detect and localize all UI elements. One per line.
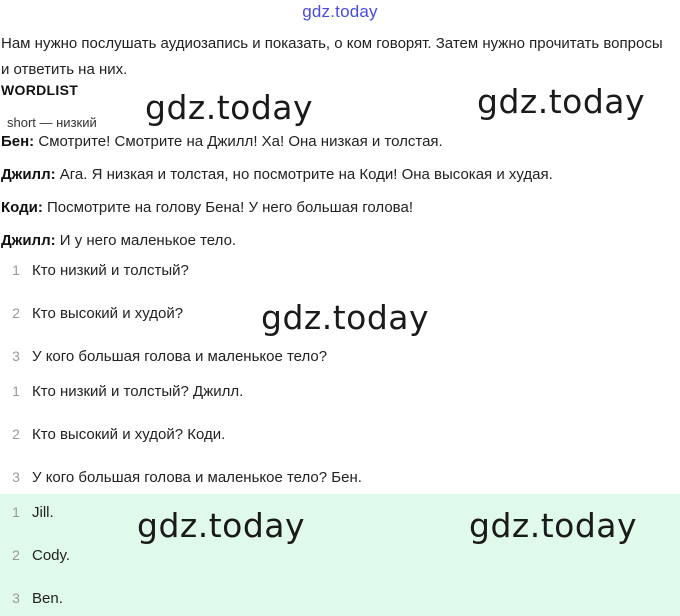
answer-number: 1 — [12, 504, 20, 520]
watermark: gdz.today — [145, 88, 314, 127]
answer-text: Jill. — [32, 504, 54, 521]
answer-short-item — [0, 547, 70, 564]
dialogue-text: И у него маленькое тело. — [55, 232, 237, 249]
answer-full-item — [0, 383, 243, 400]
question-item — [0, 262, 189, 279]
dialogue-line-ben — [1, 133, 443, 150]
dialogue-text: Ага. Я низкая и толстая, но посмотрите на Коди! Она высокая и худая. — [55, 166, 553, 183]
answer-text: Ben. — [32, 590, 63, 607]
answer-full-item — [0, 469, 362, 486]
answer-short-item — [0, 504, 54, 521]
watermark: gdz.today — [469, 506, 638, 545]
answer-text: У кого большая голова и маленькое тело? Бен. — [32, 469, 362, 486]
wordlist-item: short — низкий — [7, 117, 97, 129]
watermark: gdz.today — [477, 82, 646, 121]
wordlist-heading: WORDLIST — [1, 82, 79, 98]
dialogue-line-cody — [1, 199, 413, 216]
watermark: gdz.today — [137, 506, 306, 545]
answer-number: 2 — [12, 426, 20, 442]
question-text: Кто низкий и толстый? — [32, 262, 189, 279]
dialogue-line-jill — [1, 166, 553, 183]
speaker-label: Коди: — [1, 199, 43, 216]
answer-number: 1 — [12, 383, 20, 399]
answer-short-item — [0, 590, 63, 607]
intro-text: Нам нужно послушать аудиозапись и показать, о ком говорят. Затем нужно прочитать вопросы и ответить на них. — [1, 35, 663, 78]
question-item — [0, 348, 327, 365]
answer-number: 3 — [12, 469, 20, 485]
speaker-label: Джилл: — [1, 166, 56, 183]
speaker-label: Джилл: — [1, 232, 56, 249]
question-number: 3 — [12, 348, 20, 364]
answer-text: Cody. — [32, 547, 71, 564]
speaker-label: Бен: — [1, 133, 35, 150]
watermark: gdz.today — [261, 298, 430, 337]
question-text: Кто высокий и худой? — [32, 305, 184, 322]
dialogue-text: Смотрите! Смотрите на Джилл! Ха! Она низкая и толстая. — [34, 133, 443, 150]
header-watermark: gdz.today — [302, 2, 378, 21]
answer-text: Кто низкий и толстый? Джилл. — [32, 383, 244, 400]
answer-text: Кто высокий и худой? Коди. — [32, 426, 226, 443]
question-number: 1 — [12, 262, 20, 278]
dialogue-line-jill-2 — [1, 232, 236, 249]
answer-full-item — [0, 426, 225, 443]
question-item — [0, 305, 183, 322]
answer-number: 3 — [12, 590, 20, 606]
question-number: 2 — [12, 305, 20, 321]
question-text: У кого большая голова и маленькое тело? — [32, 348, 328, 365]
answer-number: 2 — [12, 547, 20, 563]
dialogue-text: Посмотрите на голову Бена! У него большая голова! — [42, 199, 413, 216]
